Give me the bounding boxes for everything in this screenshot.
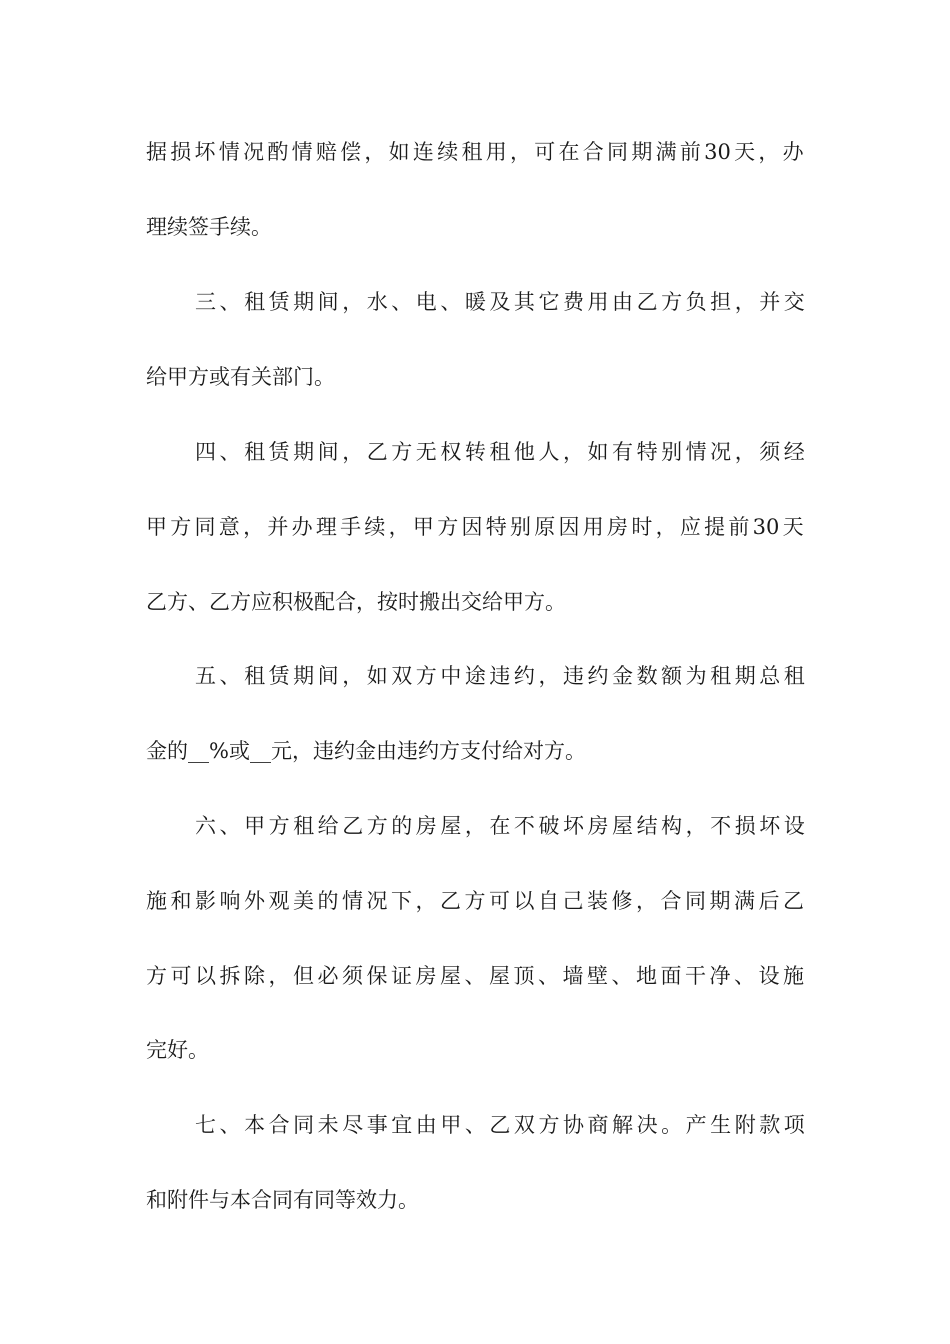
text-line: 甲 方 同 意 ， 并 办 理 手 续 ， 甲 方 因 特 别 原 因 用 房 时 ， 应 提 前 30 天 (146, 515, 804, 539)
text-line: 理续签手续。 (146, 215, 272, 239)
clause-four-line: 四 、 租 赁 期 间 ， 乙 方 无 权 转 租 他 人 ， 如 有 特 别 情 况 ， 须 经 (195, 440, 805, 464)
text-line: 金的__%或__元，违约金由违约方支付给对方。 (146, 739, 586, 763)
text-line: 给甲方或有关部门。 (146, 365, 335, 389)
text-line: 方 可 以 拆 除 ， 但 必 须 保 证 房 屋 、 屋 顶 、 墙 壁 、 地 面 干 净 、 设 施 (146, 964, 804, 988)
text-line: 乙方、乙方应积极配合，按时搬出交给甲方。 (146, 590, 566, 614)
clause-six-line: 六 、 甲 方 租 给 乙 方 的 房 屋 ， 在 不 破 坏 房 屋 结 构 ， 不 损 坏 设 (195, 814, 805, 838)
text-line: 和附件与本合同有同等效力。 (146, 1188, 419, 1212)
clause-three-line: 三 、 租 赁 期 间 ， 水 、 电 、 暖 及 其 它 费 用 由 乙 方 负 担 ， 并 交 (195, 290, 805, 314)
text-line: 施 和 影 响 外 观 美 的 情 况 下 ， 乙 方 可 以 自 己 装 修 ， 合 同 期 满 后 乙 (146, 889, 804, 913)
clause-five-line: 五 、 租 赁 期 间 ， 如 双 方 中 途 违 约 ， 违 约 金 数 额 为 租 期 总 租 (195, 664, 805, 688)
text-line: 完好。 (146, 1038, 209, 1062)
text-line: 据 损 坏 情 况 酌 情 赔 偿 ， 如 连 续 租 用 ， 可 在 合 同 期 满 前 30 天 ， 办 (146, 140, 804, 164)
clause-seven-line: 七 、 本 合 同 未 尽 事 宜 由 甲 、 乙 双 方 协 商 解 决 。 产 生 附 款 项 (195, 1113, 805, 1137)
